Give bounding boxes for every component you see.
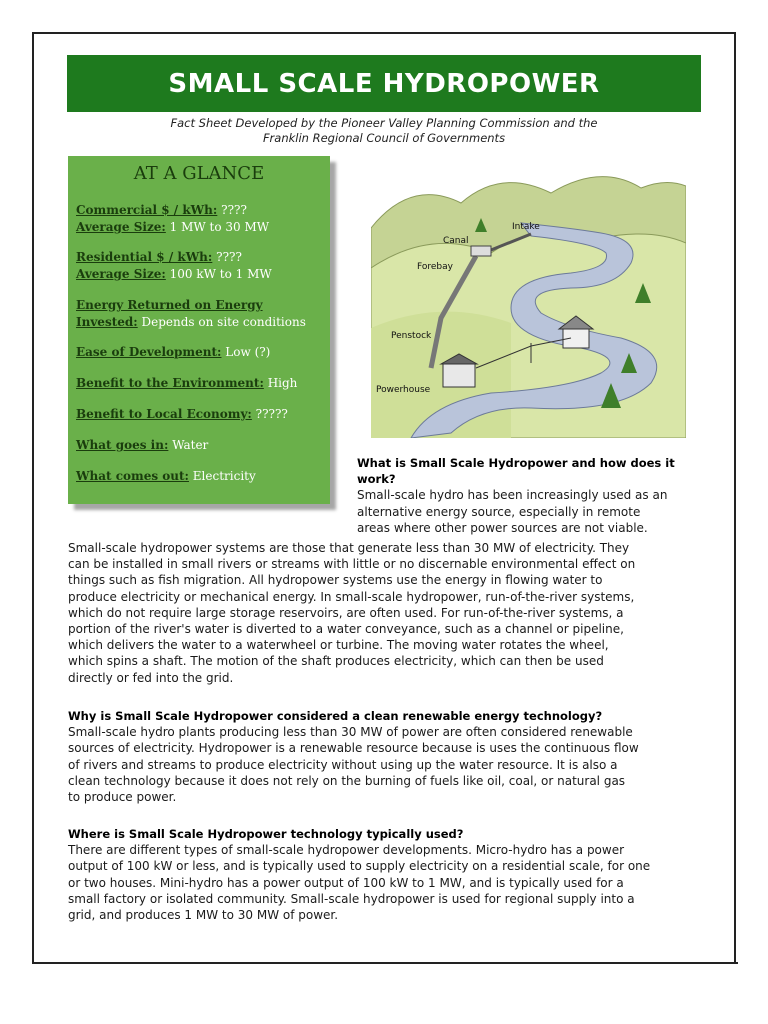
glance-row-environment <box>76 375 326 392</box>
subtitle <box>100 116 668 146</box>
section-why-clean <box>68 708 708 805</box>
paragraph-line: sources of electricity. Hydropower is a renewable resource because is uses the continuous flow <box>68 741 639 756</box>
page-title <box>67 55 701 112</box>
glance-row-eroei <box>76 297 326 331</box>
paragraph-line: areas where other power sources are not viable. <box>357 520 648 535</box>
question-why-clean: Why is Small Scale Hydropower considered a clean renewable energy technology? <box>68 709 603 723</box>
glance-value: High <box>263 376 298 390</box>
glance-value: Electricity <box>188 469 256 483</box>
label-forebay: Forebay <box>417 262 453 272</box>
glance-value: ???? <box>212 250 242 264</box>
label-canal: Canal <box>443 236 469 246</box>
subtitle-line-1: Fact Sheet Developed by the Pioneer Valley Planning Commission and the <box>170 116 598 130</box>
paragraph-line: Small-scale hydro has been increasingly used as an <box>357 488 668 503</box>
label-powerhouse: Powerhouse <box>376 385 431 395</box>
glance-label: What comes out: <box>76 469 189 483</box>
glance-row-commercial-cost <box>76 202 326 236</box>
glance-label: Commercial $ / kWh: <box>76 203 218 217</box>
paragraph-line: or two houses. Mini-hydro has a power output of 100 kW to 1 MW, and is typically used for a <box>68 875 624 890</box>
paragraph-line: small factory or isolated community. Small-scale hydropower is used for regional supply into a <box>68 891 635 906</box>
glance-label: Residential $ / kWh: <box>76 250 213 264</box>
paragraph-line: Small-scale hydropower systems are those that generate less than 30 MW of electricity. They <box>68 541 630 555</box>
section-where-used <box>68 826 708 923</box>
section-what-is <box>357 455 702 536</box>
glance-value: ????? <box>251 407 288 421</box>
glance-value: Water <box>168 438 209 452</box>
glance-label: Invested: <box>76 315 138 329</box>
question-what-is: What is Small Scale Hydropower and how does it <box>357 456 675 470</box>
glance-row-residential-cost <box>76 249 326 283</box>
glance-label: Average Size: <box>76 220 166 234</box>
paragraph-line: to produce power. <box>68 790 177 805</box>
glance-label: What goes in: <box>76 438 169 452</box>
at-a-glance-box <box>68 156 330 504</box>
question-where-used: Where is Small Scale Hydropower technology typically used? <box>68 827 464 841</box>
paragraph-line: Small-scale hydro plants producing less than 30 MW of power are often considered renewable <box>68 725 633 740</box>
glance-label: Benefit to Local Economy: <box>76 407 252 421</box>
paragraph-line: clean technology because it does not rely on the burning of fuels like oil, coal, or natural gas <box>68 773 626 788</box>
hydropower-illustration <box>371 158 686 438</box>
paragraph-line: grid, and produces 1 MW to 30 MW of power. <box>68 908 339 923</box>
page-title-text: SMALL SCALE HYDROPOWER <box>168 68 600 99</box>
paragraph-line: of rivers and streams to produce electricity without using up the water resource. It is also a <box>68 757 618 772</box>
glance-label: Ease of Development: <box>76 345 222 359</box>
glance-label: Energy Returned on Energy <box>76 298 263 312</box>
hydropower-diagram-svg <box>371 158 686 438</box>
page-frame-bottom <box>32 962 738 964</box>
glance-value: Low (?) <box>221 345 271 359</box>
paragraph-line: things such as fish migration. All hydropower systems use the energy in flowing water to <box>68 573 603 588</box>
paragraph-line: can be installed in small rivers or streams with little or no discernable environmental effect on <box>68 557 636 572</box>
paragraph-line: which spins a shaft. The motion of the shaft produces electricity, which can then be used <box>68 654 604 669</box>
at-a-glance-heading: AT A GLANCE <box>133 163 265 184</box>
question-what-is-cont: work? <box>357 472 396 487</box>
glance-row-ease <box>76 344 326 361</box>
glance-value: Depends on site conditions <box>137 315 306 329</box>
glance-value: 1 MW to 30 MW <box>165 220 270 234</box>
paragraph-intro <box>68 540 708 686</box>
glance-row-outputs <box>76 468 326 485</box>
glance-value: ???? <box>217 203 247 217</box>
glance-row-inputs <box>76 437 326 454</box>
paragraph-line: directly or fed into the grid. <box>68 670 234 685</box>
paragraph-line: output of 100 kW or less, and is typically used to supply electricity on a residential scale, for one <box>68 859 651 874</box>
paragraph-line: portion of the river's water is diverted to a water conveyance, such as a channel or pipeline, <box>68 622 624 637</box>
glance-row-economy <box>76 406 326 423</box>
paragraph-line: which delivers the water to a waterwheel or turbine. The moving water rotates the wheel, <box>68 638 609 653</box>
subtitle-line-2: Franklin Regional Council of Governments <box>262 131 506 145</box>
paragraph-line: which do not require large storage reservoirs, are often used. For run-of-the-river systems, a <box>68 605 624 620</box>
label-intake: Intake <box>512 222 540 232</box>
glance-label: Benefit to the Environment: <box>76 376 264 390</box>
paragraph-line: alternative energy source, especially in remote <box>357 504 641 519</box>
glance-label: Average Size: <box>76 267 166 281</box>
label-penstock: Penstock <box>391 331 432 341</box>
glance-value: 100 kW to 1 MW <box>165 267 272 281</box>
paragraph-line: produce electricity or mechanical energy. In small-scale hydropower, run-of-the-river systems, <box>68 589 635 604</box>
paragraph-line: There are different types of small-scale hydropower developments. Micro-hydro has a power <box>68 843 625 858</box>
